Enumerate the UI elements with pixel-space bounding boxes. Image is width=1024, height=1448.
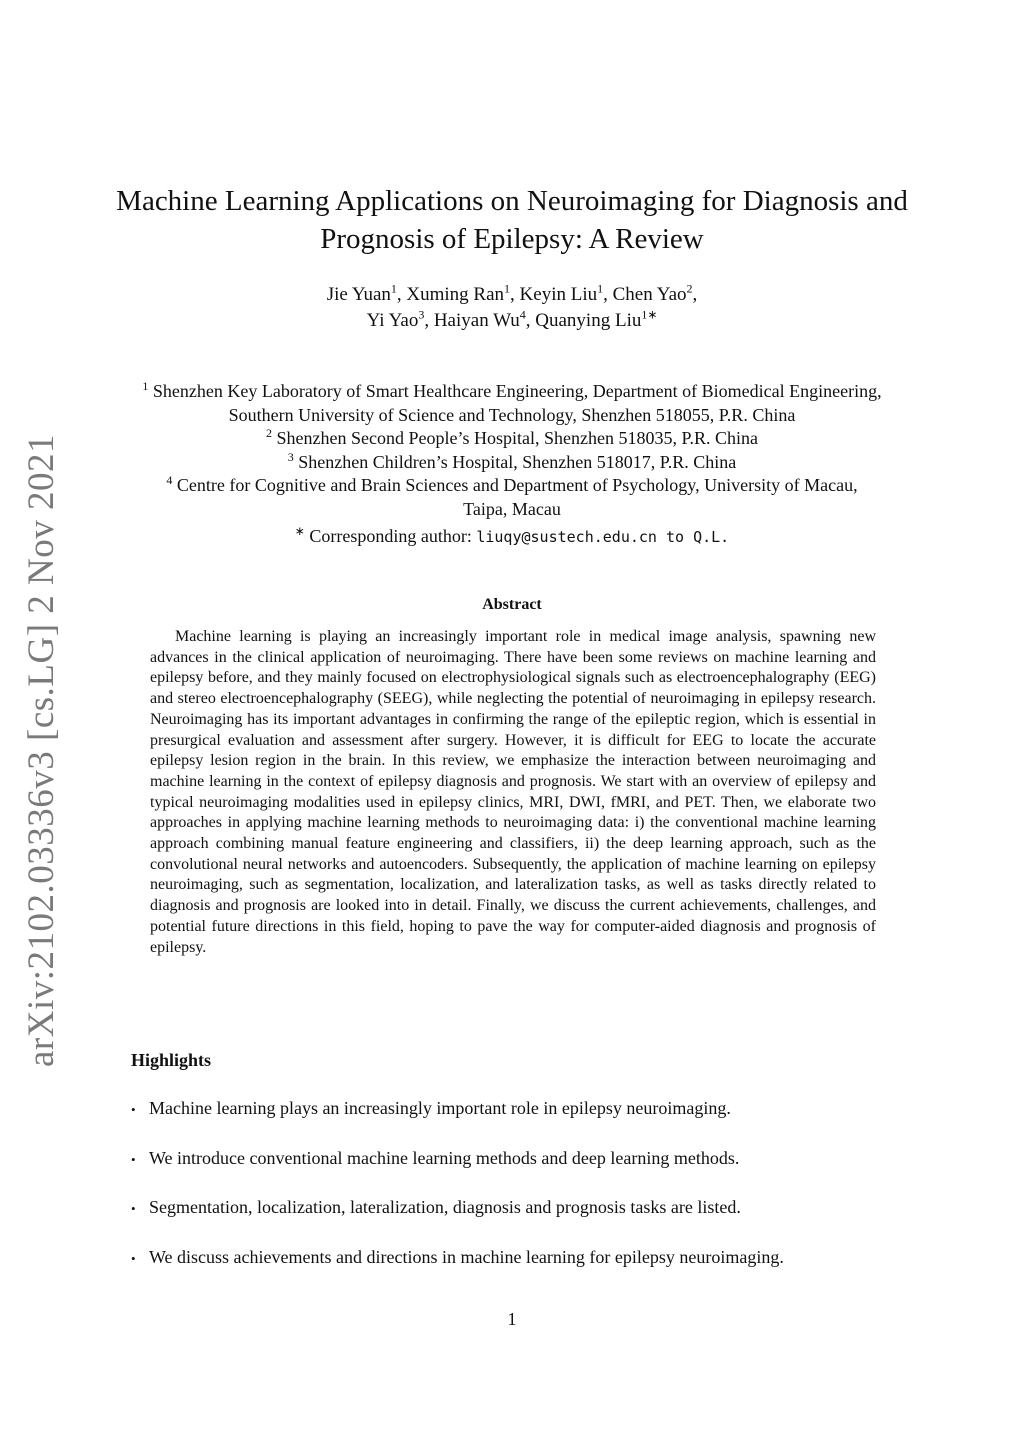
arxiv-identifier-stamp xyxy=(10,433,74,1067)
highlight-text: We discuss achievements and directions in machine learning for epilepsy neuroimaging. xyxy=(149,1246,784,1267)
highlight-text: We introduce conventional machine learning methods and deep learning methods. xyxy=(149,1147,740,1168)
author-list xyxy=(150,282,874,334)
bullet-icon: • xyxy=(131,1250,136,1266)
author: Yi Yao$^3$, xyxy=(366,307,434,331)
affiliation: $^2$ Shenzhen Second People’s Hospital, Shenzhen 518035, P.R. China xyxy=(266,426,758,448)
highlights-heading: Highlights xyxy=(131,1050,212,1070)
author: Keyin Liu$^1$, xyxy=(519,281,613,305)
highlight-text: Segmentation, localization, lateralization, diagnosis and prognosis tasks are listed. xyxy=(149,1197,741,1217)
corresponding-mark: ∗ xyxy=(294,524,305,538)
page-number: 1 xyxy=(507,1309,517,1329)
affiliation: $^3$ Shenzhen Children’s Hospital, Shenzhen 518017, P.R. China xyxy=(287,449,737,472)
author: Jie Yuan$^1$, xyxy=(326,281,407,305)
paper-title xyxy=(100,182,924,258)
highlights-list xyxy=(131,1098,911,1296)
author: Xuming Ran$^1$, xyxy=(406,281,520,305)
affiliation-list xyxy=(90,380,934,521)
highlight-item xyxy=(131,1148,911,1198)
arxiv-id-text: arXiv:2102.03336v3 [cs.LG] 2 Nov 2021 xyxy=(21,433,63,1067)
corresponding-email: liuqy@sustech.edu.cn to Q.L. xyxy=(476,528,730,546)
highlight-item xyxy=(131,1197,911,1247)
abstract-text: Machine learning is playing an increasingly important role in medical image analysis, spawning new advances in the clinical application of neuroimaging. There have been some reviews on machine learning and epilepsy before, and they mainly focused on electrophysiological signals such as electroencephalography (EEG) and stereo electroencephalography (SEEG), while neglecting the potential of neuroimaging in epilepsy research. Neuroimaging has its important advantages in confirming the range of the epileptic region, which is essential in presurgical evaluation and assessment after surgery. However, it is difficult for EEG to locate the accurate epilepsy lesion region in the brain. In this review, we emphasize the interaction between neuroimaging and machine learning in the context of epilepsy diagnosis and prognosis. We start with an overview of epilepsy and typical neuroimaging modalities used in epilepsy clinics, MRI, DWI, fMRI, and PET. Then, we elaborate two approaches in applying machine learning methods to neuroimaging data: i) the conventional machine learning approach combining manual feature engineering and classifiers, ii) the deep learning approach, such as the convolutional neural networks and autoencoders. Subsequently, the application of machine learning on epilepsy neuroimaging, such as segmentation, localization, and lateralization tasks, as well as tasks directly related to diagnosis and prognosis are looked into in detail. Finally, we discuss the current achievements, challenges, and potential future directions in this field, hoping to pave the way for computer-aided diagnosis and prognosis of epilepsy. xyxy=(150,628,876,956)
corresponding-label: Corresponding author: xyxy=(309,526,472,546)
bullet-icon: • xyxy=(131,1151,136,1167)
author: Haiyan Wu$^4$, xyxy=(433,307,536,331)
affiliation: $^4$ Centre for Cognitive and Brain Sciences and Department of Psychology, University of Macau, Taipa, Macau xyxy=(166,473,858,519)
corresponding-author xyxy=(150,524,874,549)
highlight-item xyxy=(131,1247,911,1297)
highlight-item xyxy=(131,1098,911,1148)
title-line-1: Machine Learning Applications on Neuroimaging for Diagnosis and xyxy=(116,185,908,217)
author: Quanying Liu$^{1∗}$ xyxy=(535,307,658,331)
title-line-2: Prognosis of Epilepsy: A Review xyxy=(320,223,704,255)
author: Chen Yao$^2$, xyxy=(612,281,698,305)
affiliation: $^1$ Shenzhen Key Laboratory of Smart Healthcare Engineering, Department of Biomedical Engineering, Southern University of Science and Technology, Shenzhen 518055, P.R. China xyxy=(142,379,882,425)
bullet-icon: • xyxy=(131,1102,136,1117)
bullet-icon: • xyxy=(131,1201,136,1216)
highlight-text: Machine learning plays an increasingly important role in epilepsy neuroimaging. xyxy=(149,1098,731,1118)
abstract-heading: Abstract xyxy=(482,596,542,613)
